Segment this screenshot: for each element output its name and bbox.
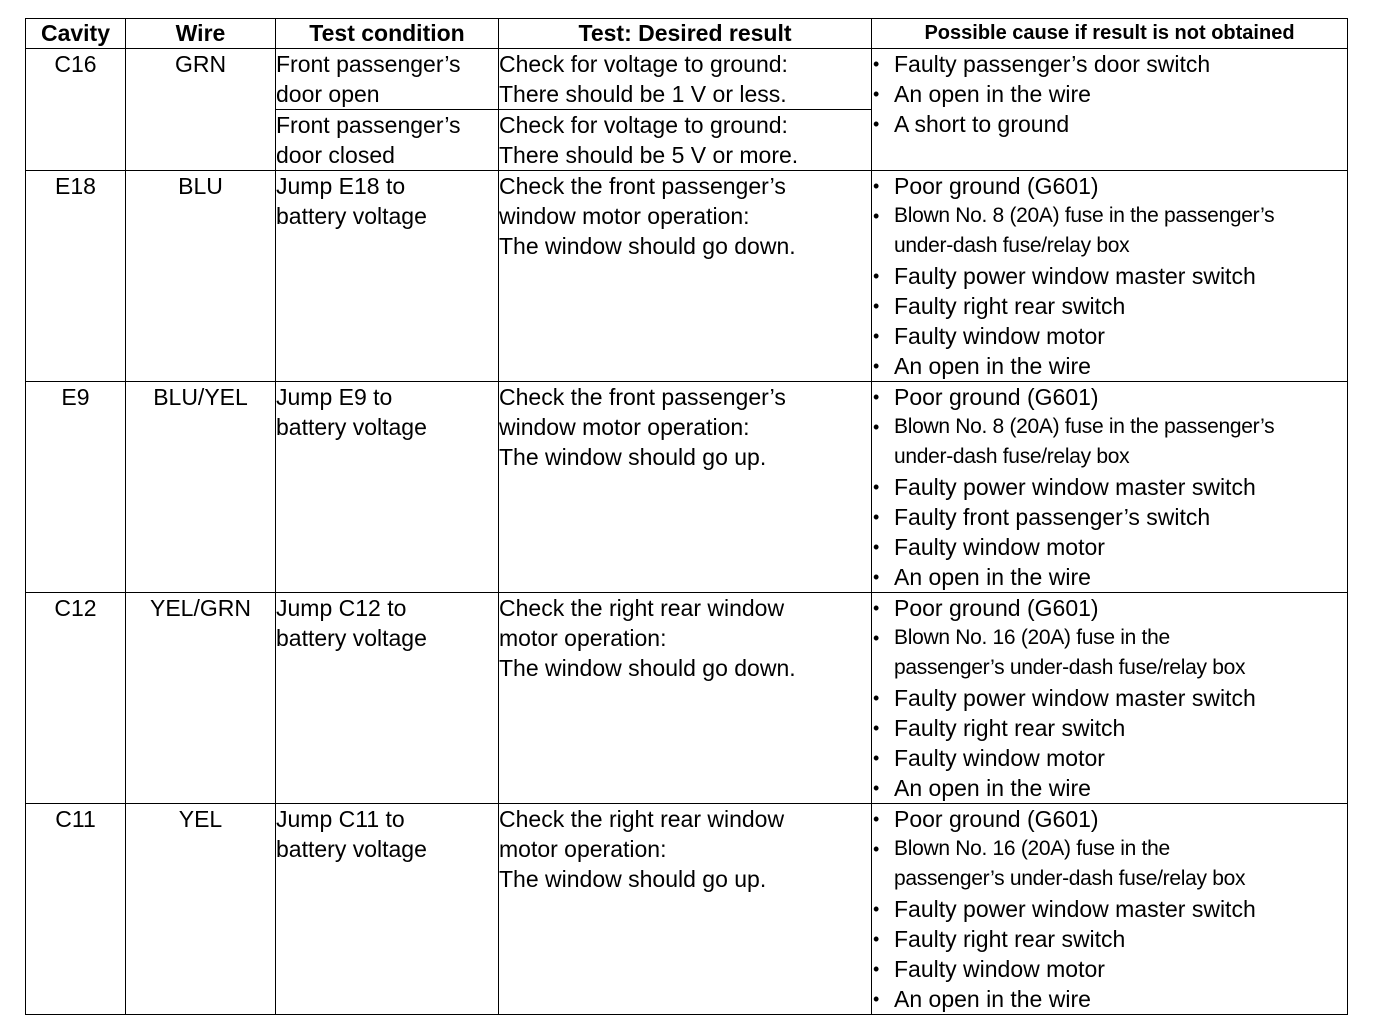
cause-item <box>872 49 1347 79</box>
condition-line: Front passenger’s <box>276 51 461 77</box>
condition-line: battery voltage <box>276 203 427 229</box>
cause-text: passenger’s under-dash fuse/relay box <box>894 656 1246 679</box>
cavity-cell: C16 <box>26 49 126 171</box>
cause-text: • Faulty window motor <box>894 534 1105 560</box>
cause-item <box>872 472 1347 502</box>
cause-item <box>872 171 1347 201</box>
cavity-cell: E9 <box>26 382 126 593</box>
cause-item <box>872 743 1347 773</box>
wire-cell: YEL/GRN <box>126 593 276 804</box>
result-line: Check the right rear window <box>499 806 785 832</box>
cause-item <box>872 593 1347 623</box>
cause-text: • A short to ground <box>894 111 1070 137</box>
result-cell <box>499 382 872 593</box>
cause-text: • Faulty right rear switch <box>894 293 1126 319</box>
cause-text: • Faulty window motor <box>894 323 1105 349</box>
cause-item <box>872 291 1347 321</box>
cause-text: • Faulty right rear switch <box>894 926 1126 952</box>
cause-text: passenger’s under-dash fuse/relay box <box>894 867 1246 890</box>
cause-item <box>872 804 1347 834</box>
cause-item <box>872 623 1347 683</box>
cause-item <box>872 321 1347 351</box>
cause-text: • Faulty power window master switch <box>894 685 1256 711</box>
cause-text: under-dash fuse/relay box <box>894 445 1130 468</box>
cause-text: • Faulty passenger’s door switch <box>894 51 1211 77</box>
result-line: The window should go down. <box>499 655 796 681</box>
result-line: motor operation: <box>499 625 667 651</box>
cause-text: • Faulty front passenger’s switch <box>894 504 1211 530</box>
cause-item <box>872 984 1347 1014</box>
condition-line: Jump E18 to <box>276 173 406 199</box>
cause-item <box>872 954 1347 984</box>
cause-text: under-dash fuse/relay box <box>894 234 1130 257</box>
result-line: motor operation: <box>499 836 667 862</box>
cause-item <box>872 924 1347 954</box>
cavity-cell: C12 <box>26 593 126 804</box>
cause-text: • An open in the wire <box>894 353 1091 379</box>
cause-text: • Faulty power window master switch <box>894 263 1256 289</box>
cause-cell <box>872 804 1348 1015</box>
condition-line: door open <box>276 81 380 107</box>
cavity-cell: E18 <box>26 171 126 382</box>
result-line: There should be 5 V or more. <box>499 142 799 168</box>
cause-text: • Faulty power window master switch <box>894 474 1256 500</box>
wire-cell: BLU <box>126 171 276 382</box>
cause-text: • Faulty right rear switch <box>894 715 1126 741</box>
cause-item <box>872 261 1347 291</box>
condition-line: battery voltage <box>276 414 427 440</box>
condition-cell <box>276 110 499 171</box>
header-test-condition: Test condition <box>276 19 499 49</box>
cause-item <box>872 834 1347 894</box>
result-cell <box>499 171 872 382</box>
cause-text: • Poor ground (G601) <box>894 595 1099 621</box>
cause-item <box>872 683 1347 713</box>
cause-item <box>872 562 1347 592</box>
result-line: Check for voltage to ground: <box>499 112 788 138</box>
cause-cell <box>872 171 1348 382</box>
header-possible-cause: Possible cause if result is not obtained <box>872 19 1348 49</box>
cause-text: • Poor ground (G601) <box>894 806 1099 832</box>
cause-text: • Faulty window motor <box>894 956 1105 982</box>
cause-item <box>872 502 1347 532</box>
condition-line: battery voltage <box>276 836 427 862</box>
cause-cell <box>872 382 1348 593</box>
condition-cell <box>276 382 499 593</box>
result-cell <box>499 804 872 1015</box>
cause-text: • An open in the wire <box>894 81 1091 107</box>
cause-text: • Blown No. 16 (20A) fuse in the <box>894 837 1170 860</box>
header-cavity: Cavity <box>26 19 126 49</box>
result-line: Check the front passenger’s <box>499 384 786 410</box>
table-row-c16-open <box>26 49 1348 110</box>
cause-text: • Blown No. 8 (20A) fuse in the passenger’s <box>894 415 1275 438</box>
condition-cell <box>276 804 499 1015</box>
result-line: The window should go up. <box>499 866 767 892</box>
condition-line: battery voltage <box>276 625 427 651</box>
result-line: window motor operation: <box>499 203 750 229</box>
condition-line: Jump C11 to <box>276 806 405 832</box>
cause-item <box>872 351 1347 381</box>
cause-cell <box>872 49 1348 171</box>
result-line: window motor operation: <box>499 414 750 440</box>
condition-line: door closed <box>276 142 395 168</box>
wire-cell: BLU/YEL <box>126 382 276 593</box>
cause-text: • Faulty window motor <box>894 745 1105 771</box>
result-line: The window should go up. <box>499 444 767 470</box>
result-line: Check the front passenger’s <box>499 173 786 199</box>
cavity-cell: C11 <box>26 804 126 1015</box>
result-cell <box>499 110 872 171</box>
diagnostic-table <box>25 18 1348 1015</box>
cause-item <box>872 894 1347 924</box>
cause-text: • Faulty power window master switch <box>894 896 1256 922</box>
cause-text: • Blown No. 8 (20A) fuse in the passenger’s <box>894 204 1275 227</box>
cause-item <box>872 109 1347 139</box>
cause-item <box>872 713 1347 743</box>
cause-list <box>872 49 1347 139</box>
cause-list <box>872 382 1347 592</box>
table-row-e18 <box>26 171 1348 382</box>
result-line: The window should go down. <box>499 233 796 259</box>
condition-cell <box>276 593 499 804</box>
cause-item <box>872 79 1347 109</box>
result-cell <box>499 49 872 110</box>
header-desired-result: Test: Desired result <box>499 19 872 49</box>
result-line: Check the right rear window <box>499 595 785 621</box>
table-row-e9 <box>26 382 1348 593</box>
cause-text: • An open in the wire <box>894 564 1091 590</box>
result-line: Check for voltage to ground: <box>499 51 788 77</box>
condition-cell <box>276 171 499 382</box>
cause-item <box>872 201 1347 261</box>
cause-text: • Blown No. 16 (20A) fuse in the <box>894 626 1170 649</box>
table-row-c11 <box>26 804 1348 1015</box>
result-line: There should be 1 V or less. <box>499 81 787 107</box>
condition-line: Jump C12 to <box>276 595 407 621</box>
cause-text: • An open in the wire <box>894 986 1091 1012</box>
header-row <box>26 19 1348 49</box>
table-row-c12 <box>26 593 1348 804</box>
cause-item <box>872 773 1347 803</box>
header-wire: Wire <box>126 19 276 49</box>
result-cell <box>499 593 872 804</box>
cause-item <box>872 382 1347 412</box>
wire-cell: GRN <box>126 49 276 171</box>
condition-cell <box>276 49 499 110</box>
cause-item <box>872 532 1347 562</box>
cause-text: • Poor ground (G601) <box>894 173 1099 199</box>
cause-item <box>872 412 1347 472</box>
cause-cell <box>872 593 1348 804</box>
wire-cell: YEL <box>126 804 276 1015</box>
condition-line: Front passenger’s <box>276 112 461 138</box>
cause-list <box>872 171 1347 381</box>
cause-list <box>872 593 1347 803</box>
cause-list <box>872 804 1347 1014</box>
cause-text: • An open in the wire <box>894 775 1091 801</box>
cause-text: • Poor ground (G601) <box>894 384 1099 410</box>
condition-line: Jump E9 to <box>276 384 393 410</box>
